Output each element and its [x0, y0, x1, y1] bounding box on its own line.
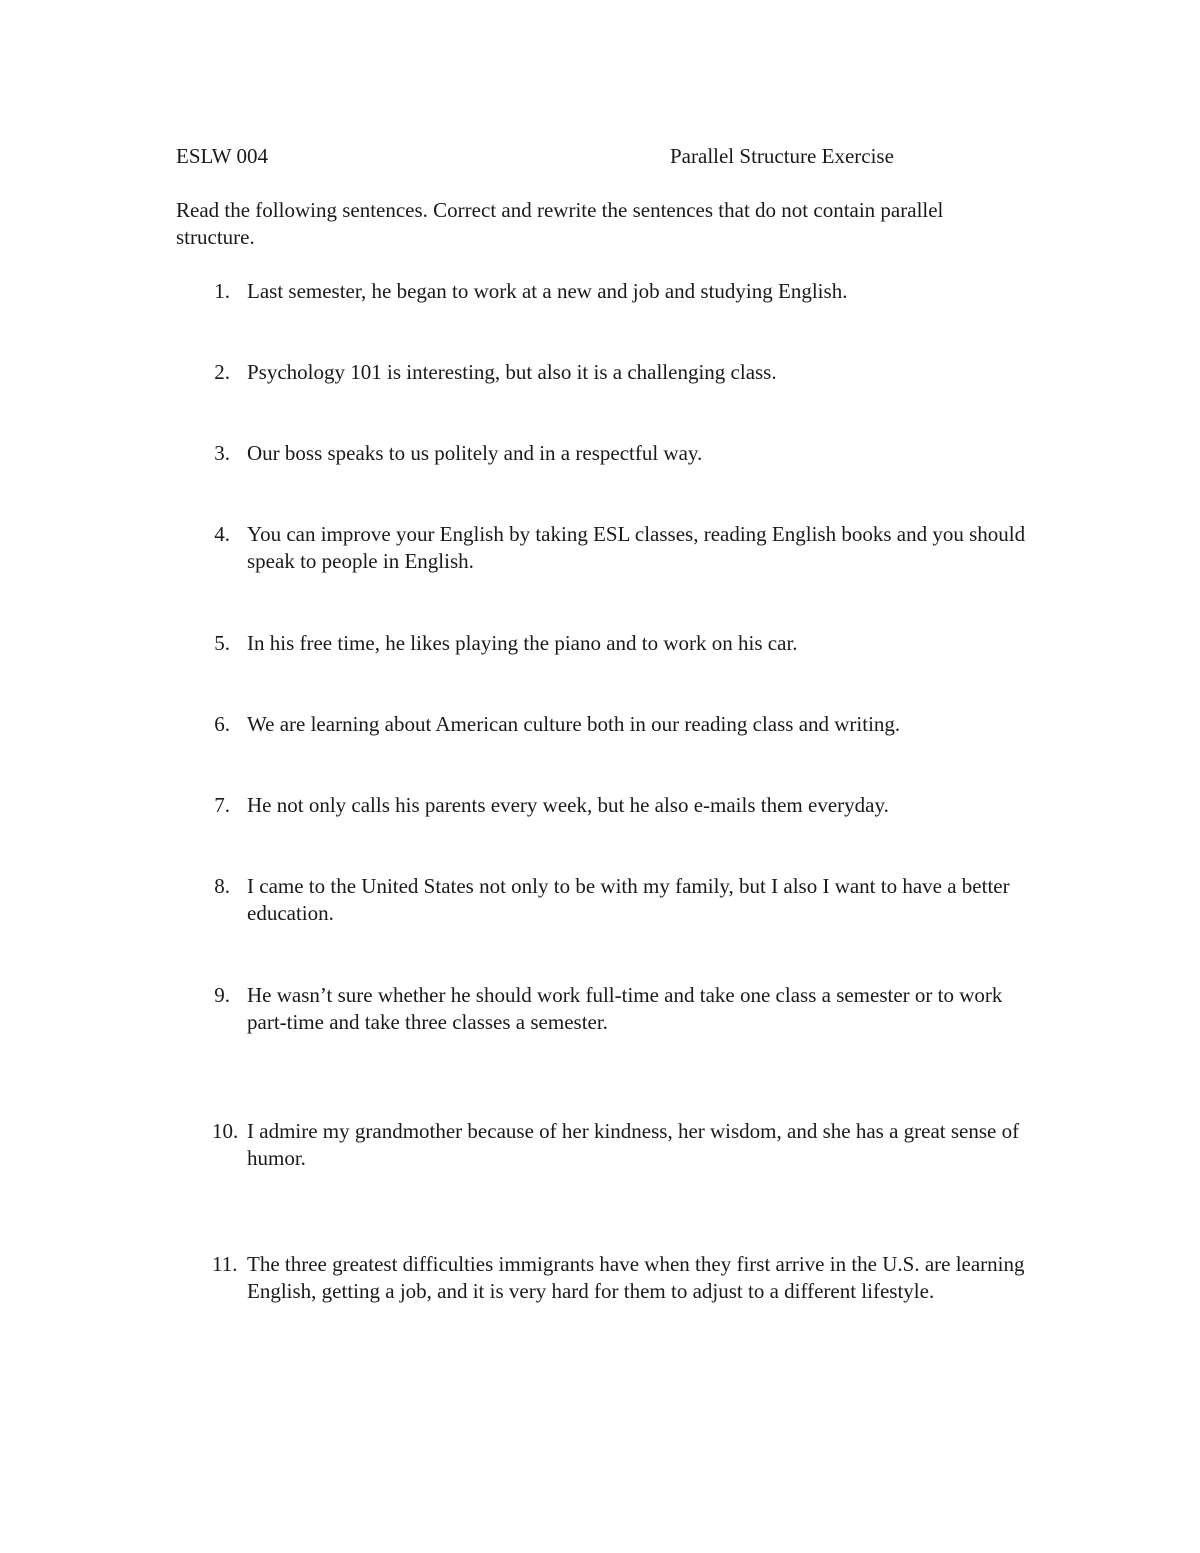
item-number: 5. — [214, 631, 230, 655]
item-sentence: Our boss speaks to us politely and in a respectful way. — [247, 441, 703, 465]
item-number: 1. — [214, 279, 230, 303]
item-sentence: The three greatest difficulties immigrants have when they first arrive in the U.S. are learning English, getting a job, and it is very hard for them to adjust to a different lifestyle. — [247, 1252, 1025, 1303]
item-number: 3. — [214, 441, 230, 465]
item-number: 7. — [214, 793, 230, 817]
item-number: 9. — [214, 983, 230, 1007]
document-title: Parallel Structure Exercise — [670, 144, 894, 168]
item-sentence: Last semester, he began to work at a new and job and studying English. — [247, 279, 848, 303]
item-sentence: I admire my grandmother because of her kindness, her wisdom, and she has a great sense of humor. — [247, 1119, 1020, 1170]
item-sentence: I came to the United States not only to be with my family, but I also I want to have a better education. — [247, 874, 1010, 925]
item-number: 4. — [214, 522, 230, 546]
item-sentence: He not only calls his parents every week, but he also e-mails them everyday. — [247, 793, 889, 817]
instructions-paragraph: Read the following sentences. Correct and rewrite the sentences that do not contain parallel structure. — [176, 198, 944, 249]
item-sentence: In his free time, he likes playing the piano and to work on his car. — [247, 631, 798, 655]
item-number: 10. — [212, 1119, 239, 1143]
item-number: 11. — [212, 1252, 238, 1276]
item-number: 8. — [214, 874, 230, 898]
course-code: ESLW 004 — [176, 144, 268, 168]
item-sentence: Psychology 101 is interesting, but also it is a challenging class. — [247, 360, 777, 384]
item-number: 6. — [214, 712, 230, 736]
item-sentence: We are learning about American culture both in our reading class and writing. — [247, 712, 901, 736]
item-sentence: He wasn’t sure whether he should work full-time and take one class a semester or to work part-time and take three classes a semester. — [247, 983, 1003, 1034]
item-number: 2. — [214, 360, 230, 384]
page-header — [176, 143, 936, 171]
item-sentence: You can improve your English by taking ESL classes, reading English books and you should speak to people in English. — [247, 522, 1026, 573]
